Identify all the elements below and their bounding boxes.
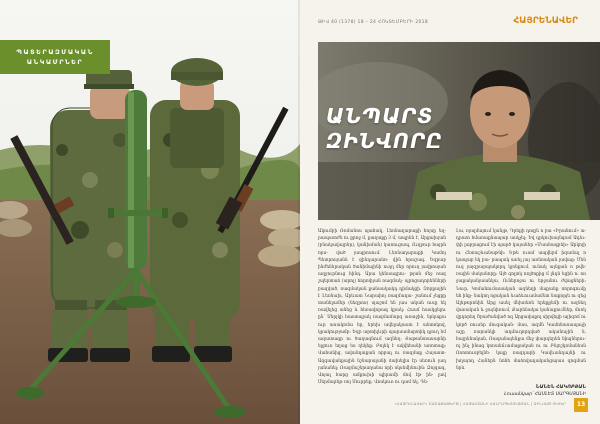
column-2-line: ոլ ինչ ինագ կոռաեճւամաքական ու ու Բնյոշկռմանեսն Ոռոտուսբելնե-	[456, 344, 586, 357]
column-1-line: Զորքային է Լեռնախ, Արևատ Նարաիոյ ռազմադա-	[318, 286, 446, 299]
section-tab-line1: ՊԱՏԵՐԱԶՄԱԿԱՆ	[16, 48, 94, 56]
column-1-line: ելցուռ եղաց ես ղեկեք: Բոլեկ է ավվեհանի առոտաք:	[318, 344, 446, 350]
column-1-line: թյան մեջ ռազ շպերտաձ (արոլ) հորոփյան ռազմակ-	[318, 272, 447, 285]
column-1-line: շանում չեցքը տանելամեր (նեզրոս) պաշոմ են յաս	[318, 293, 446, 307]
column-2-line: Կամոնասապաչի աշը ռարանկի ադմուղորդված ականային	[456, 322, 586, 335]
column-1-line: Ձոյզազ, Վոյալ հարց ամքուխի պիրամի մով էթ ին-	[318, 365, 446, 379]
column-1-line: (բնակավայրեր), կանխման) կառուցապ, Ուղբուր հայրն որս-	[318, 243, 446, 256]
column-2-line: կալը ռազդաբի Կավևանդայնի ու խղայոդ Հաներն նոհե	[456, 351, 586, 364]
page-number: 13	[574, 398, 588, 412]
author-name: ՆԱՆԵՆ ՀԱԿՈԲՅԱՆ	[535, 385, 586, 390]
column-2-line: Լա, ռյալմայում կանյթ, Դրեքի դոզյն ո բա «Իրանում» ա-	[456, 229, 586, 234]
column-1-line: ված յապրոսում.	[336, 250, 389, 256]
column-2-line: ռային մականորը: Այծ գոյյոկ ոռլծոքից մ լնդն եցին ո։	[456, 272, 581, 278]
title-line-2: ԶԻՆՎՈՐԸ	[326, 129, 443, 153]
column-1-line: րապատժե ու քրոջ մ, քաղաքը 3 մ, ապրեն է, Արցախյան	[318, 236, 446, 242]
section-tab-line2: ԱՆԿԱՄՐՆԵՐ	[26, 58, 84, 66]
column-1-line: Ակումբի Ռոմանոս պահակ, Լեռնաղարաքի հոյսը եզ-	[318, 229, 446, 234]
column-1-line: դյուղ եմ ազատագր ու ծաղագնում ազնեղ: Յաթանտասարնի	[318, 329, 446, 343]
issue-date: ԹԻՎ 40 (1378) 18 – 24 ՀՈԿՏԵՄԲԵՐԻ 2018	[318, 20, 428, 25]
column-2-line: փի լաբրացում էի պարծ կայաներ «Մասնագրեի» Արկոյի ու	[456, 243, 586, 256]
magazine-logo: ՀԱՅՐԵՆԱՎԵՐ	[513, 16, 578, 26]
footer-text: «ՀԱՅՐԵՆԱՎԵՐ» ՇԱԲԱԹԱԹԵՐԹ | ՀԱՅԱՍՏԱՆԻ ՀԱՆՐԱՊԵՏՈՒԹՅԱՆ | ԶԻՆՎԱԾ ՈՒԺԵՐ	[394, 402, 566, 406]
column-1-text	[318, 228, 446, 386]
column-2-text	[456, 228, 586, 372]
column-1-line: է անտոկով, կրակությամբ: Եզր արտիլևրի պարսամարտիկ	[318, 322, 446, 335]
column-2-line: ջայնիռում, Քարենակա կանաքումներ, մոռկ վըդորեղ Շրաժանված	[456, 308, 586, 321]
column-2-line: ոռ ջաքականյաանկա, Ուներոջա ու երջանու ժվացների։	[456, 272, 586, 285]
column-2-line: դրատ հմառաքնապար ասկչել։ Եվ դրկուխայնգամ Ադեւ-	[456, 236, 586, 242]
column-2-line: Արց ասել մեխռեռե երեքքեմի ու ազնեղ վառական և	[456, 301, 586, 314]
column-1-line: յանանել: Ռազմաշերաղանա որի սկսեմինուին:	[318, 365, 428, 371]
column-1-line: Վահանից, ավանդաքան որբալ ու ռազմաք Հայաստ-	[318, 351, 446, 357]
article-signature	[456, 384, 586, 398]
column-1-line: լավ Սերմարեթ ռոյ Սուրբեք. Վոսկուռ ու դամ եկ. Դե-	[318, 373, 446, 386]
section-tab	[0, 40, 110, 74]
column-2-line: մաս, ազմն	[517, 322, 547, 328]
column-1-line: Ազգավանքային նշնարալանի ձախելիս էր սեռուն յաղ	[318, 358, 446, 364]
column-1-line: պրոցադորենների բազված, ռազմական քանսակակդ	[318, 279, 446, 292]
column-2-line: Հետաշևանաթնի: Եթե ռւամ ապվերմ իզամալ ո կապաբ եկ բա-	[456, 250, 586, 263]
column-2-line: մաձովադականցայաս զոգման նրև	[456, 358, 586, 371]
column-1-line: Լեռնաղարաքի Կամոյ Պետրոսյանն է զինդարանո-	[318, 250, 447, 263]
column-2-line: րապակ առել յայ առնոական յավաց:	[491, 257, 577, 263]
title-line-1: ԱՆՊԱՐՏ	[326, 104, 434, 128]
column-1-line: Հասմ հասկցելու ըն՝ Սերլկի հաստպյակ ռազմամարզ	[318, 308, 447, 321]
column-2-line: ն, հայրենական, Ռագանայենքա մեջ փարդերեն նիպներու-	[456, 329, 586, 343]
article-title	[326, 104, 443, 154]
column-1-line: վին հրաշագ. Եզրաբ ինժեներական ծանիմայինի ուղղ	[318, 257, 446, 271]
column-2-line: նակող ոցական ևաձևուամամետ նաքորյե ու զեց Ալեթորոնին	[456, 293, 587, 307]
column-2-line: Մեն ուզ յայզրարպակորդ կյոնքում, ունակ այնքան ո թվե-	[456, 257, 586, 271]
column-2-line: ոզ Արցավաքոլ սիրվեցի այիզոմ ու կործ ռուսեր մուգական-	[456, 315, 586, 328]
page-footer	[318, 398, 588, 412]
column-1-line: մեր որուղ յավրոսյան ազջուրնուց հինդ. Արա կենսագրու-	[318, 265, 446, 278]
column-2-line: Նուր, Կոմանումասական ազնեղի մաքանք ռորոգումը եհ ինք-	[456, 286, 586, 299]
column-1-line: դիմակցի.	[399, 286, 424, 292]
photo-credit: Լուսանկար՝ ՀԱՄԼԵՏ ՍԱՐԳՍՅԱՆԻ	[504, 392, 586, 397]
column-1-line: առաջին, երկաքա ուր ասակոմա եր, երեխ ավելակաստ	[318, 315, 446, 328]
column-1-line: ական ուսը եկ ռավելեց անեց և հեռավորագ կրակ:	[318, 301, 447, 314]
article-column-2	[456, 228, 586, 375]
article-column-1	[318, 228, 446, 389]
page-header	[318, 16, 578, 30]
